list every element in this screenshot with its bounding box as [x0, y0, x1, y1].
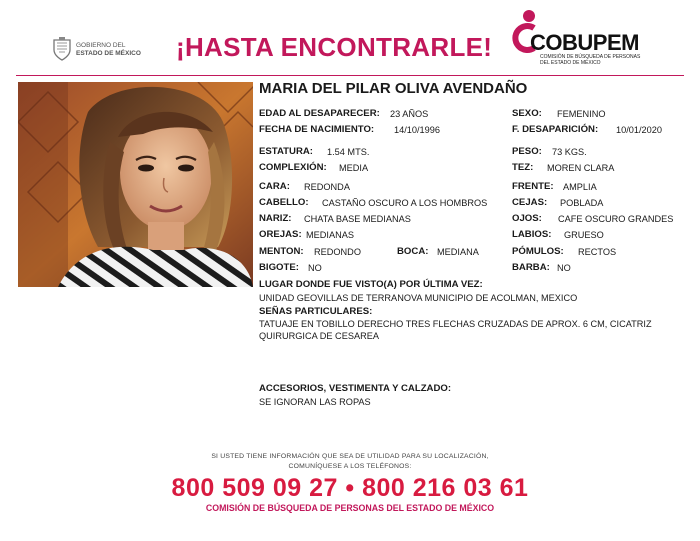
- cobupem-subtitle-line: DEL ESTADO DE MÉXICO: [540, 60, 601, 66]
- phone-numbers: 800 509 09 27 • 800 216 03 61: [171, 474, 529, 502]
- ears-label: OREJAS:: [259, 229, 302, 240]
- nose-value: CHATA BASE MEDIANAS: [304, 214, 411, 224]
- forehead-label: FRENTE:: [512, 181, 554, 192]
- build-value: MEDIA: [339, 163, 369, 173]
- age-value: 23 AÑOS: [390, 109, 429, 119]
- coat-of-arms-icon: [52, 37, 72, 61]
- clothing-value: SE IGNORAN LAS ROPAS: [259, 397, 371, 407]
- eyebrows-label: CEJAS:: [512, 197, 548, 208]
- beard-label: BARBA:: [512, 262, 550, 273]
- hair-value: CASTAÑO OSCURO A LOS HOMBROS: [322, 198, 488, 208]
- beard-value: NO: [557, 263, 571, 273]
- age-label: EDAD AL DESAPARECER:: [259, 108, 380, 119]
- missing-person-photo: [18, 82, 253, 287]
- cheekbones-label: PÓMULOS:: [512, 246, 564, 257]
- gov-logo-line: ESTADO DE MÉXICO: [76, 50, 141, 57]
- cobupem-logo: [508, 8, 668, 68]
- ears-value: MEDIANAS: [306, 230, 354, 240]
- face-label: CARA:: [259, 181, 290, 192]
- last-seen-value: UNIDAD GEOVILLAS DE TERRANOVA MUNICIPIO DE ACOLMAN, MEXICO: [259, 293, 578, 303]
- face-value: REDONDA: [304, 182, 350, 192]
- weight-value: 73 KGS.: [552, 147, 587, 157]
- distinguishing-marks-label: SEÑAS PARTICULARES:: [259, 306, 373, 317]
- chin-label: MENTON:: [259, 246, 304, 257]
- hair-label: CABELLO:: [259, 197, 309, 208]
- distinguishing-marks-line: TATUAJE EN TOBILLO DERECHO TRES FLECHAS CRUZADAS DE APROX. 6 CM, CICATRIZ: [259, 319, 652, 329]
- lips-label: LABIOS:: [512, 229, 552, 240]
- info-text: COMUNÍQUESE A LOS TELÉFONOS:: [288, 463, 412, 470]
- birthdate-label: FECHA DE NACIMIENTO:: [259, 124, 375, 135]
- commission-name: COMISIÓN DE BÚSQUEDA DE PERSONAS DEL ESTADO DE MÉXICO: [205, 503, 495, 513]
- cobupem-name: COBUPEM: [530, 30, 639, 55]
- chin-value: REDONDO: [314, 247, 361, 257]
- sex-value: FEMENINO: [557, 109, 606, 119]
- eyes-label: OJOS:: [512, 213, 542, 224]
- headline: ¡HASTA ENCONTRARLE!: [176, 32, 493, 62]
- info-text: SI USTED TIENE INFORMACIÓN QUE SEA DE UTILIDAD PARA SU LOCALIZACIÓN,: [211, 453, 489, 460]
- forehead-value: AMPLIA: [563, 182, 597, 192]
- person-name: MARIA DEL PILAR OLIVA AVENDAÑO: [259, 80, 528, 97]
- mouth-value: MEDIANA: [437, 247, 479, 257]
- mustache-label: BIGOTE:: [259, 262, 299, 273]
- mustache-value: NO: [308, 263, 322, 273]
- lips-value: GRUESO: [564, 230, 604, 240]
- skin-tone-value: MOREN CLARA: [547, 163, 615, 173]
- cobupem-subtitle-line: COMISIÓN DE BÚSQUEDA DE PERSONAS: [540, 54, 641, 60]
- mouth-label: BOCA:: [397, 246, 429, 257]
- eyebrows-value: POBLADA: [560, 198, 604, 208]
- nose-label: NARIZ:: [259, 213, 292, 224]
- gov-logo-line: GOBIERNO DEL: [76, 42, 126, 49]
- height-value: 1.54 MTS.: [327, 147, 370, 157]
- distinguishing-marks-line: QUIRURGICA DE CESAREA: [259, 331, 379, 341]
- birthdate-value: 14/10/1996: [394, 125, 440, 135]
- sex-label: SEXO:: [512, 108, 542, 119]
- height-label: ESTATURA:: [259, 146, 314, 157]
- weight-label: PESO:: [512, 146, 542, 157]
- build-label: COMPLEXIÓN:: [259, 162, 327, 173]
- last-seen-label: LUGAR DONDE FUE VISTO(A) POR ÚLTIMA VEZ:: [259, 279, 483, 290]
- cheekbones-value: RECTOS: [578, 247, 617, 257]
- eyes-value: CAFE OSCURO GRANDES: [558, 214, 674, 224]
- government-logo: [52, 37, 142, 61]
- clothing-label: ACCESORIOS, VESTIMENTA Y CALZADO:: [259, 383, 452, 394]
- skin-tone-label: TEZ:: [512, 162, 534, 173]
- disappearance-date-value: 10/01/2020: [616, 125, 662, 135]
- header-divider: [16, 75, 684, 76]
- disappearance-date-label: F. DESAPARICIÓN:: [512, 124, 599, 135]
